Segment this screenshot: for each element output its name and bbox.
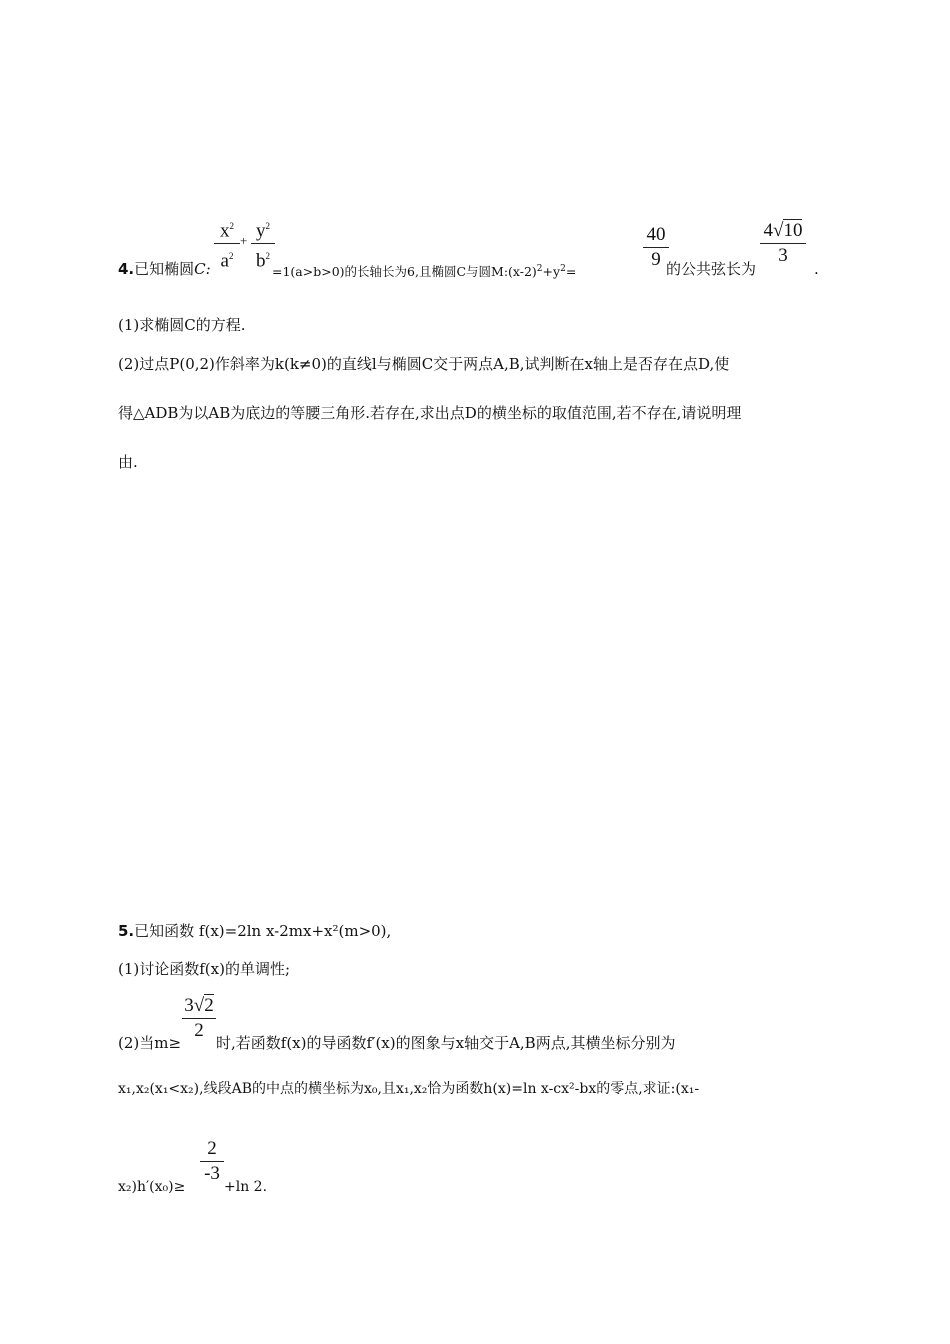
final-den: -3 [204,1163,220,1184]
frac-bar [182,1018,216,1019]
q4-chord-text: 的公共弦长为 [666,260,757,278]
frac-x-den: a [220,250,229,272]
q5-line4-suffix: +ln 2. [224,1179,268,1195]
q4-part2-line1: (2)过点P(0,2)作斜率为k(k≠0)的直线l与椭圆C交于两点A,B,试判断在x轴上是否存在点D,使 [118,355,730,373]
q4-stem-tail [272,260,576,281]
q4-fraction-chord-length [760,220,806,267]
frac-x-den-exp: 2 [228,251,234,262]
q4-plus-sign: + [240,233,248,248]
frac-bar [214,243,240,244]
q5-line3: x₁,x₂(x₁<x₂),线段AB的中点的横坐标为x₀,且x₁,x₂恰为函数h(x)=ln x-cx²-bx的零点,求证:(x₁- [118,1081,700,1097]
frac-bar [251,243,275,244]
frac-y-den-exp: 2 [265,251,270,262]
q5-line4-prefix: x₂)h′(x₀)≥ [118,1179,186,1195]
frac-x-num: x [220,220,230,242]
q4-period: . [814,260,819,278]
sqrt-icon: √ [193,995,205,1016]
frac-bar [643,247,669,248]
final-num: 2 [207,1138,217,1159]
frac-y-num: y [256,220,266,242]
m-num-coef: 3 [184,995,194,1016]
q4-part2-line2: 得△ADB为以AB为底边的等腰三角形.若存在,求出点D的横坐标的取值范围,若不存在,请说明理 [118,404,742,422]
q4-ellipse-fraction-x [214,215,240,273]
q4-eq-sign: = [565,264,577,280]
frac-40-num: 40 [646,224,666,245]
q4-eq-tail: =1(a>b>0)的长轴长为6,且椭圆C与圆M:(x-2) [272,264,537,280]
frac-bar [200,1161,224,1162]
q4-stem-line [118,260,211,278]
q5-part2-rest: 时,若函数f(x)的导函数f′(x)的图象与x轴交于A,B两点,其横坐标分别为 [216,1034,676,1052]
q5-number: 5. [118,922,135,940]
m-num-radicand: 2 [204,995,214,1016]
q5-stem [118,922,391,940]
q5-fraction-m [182,995,216,1042]
q5-part2-prefix: (2)当m≥ [118,1034,182,1052]
q5-line1: 已知函数 f(x)=2ln x-2mx+x²(m>0), [134,922,392,940]
frac-y-den: b [256,250,266,272]
frac-y-num-exp: 2 [265,221,270,231]
q4-plus-y: +y [542,264,561,280]
q4-c-label: C: [194,260,211,278]
chord-num-radicand: 10 [783,220,803,241]
q4-number: 4. [118,260,135,278]
frac-x-num-exp: 2 [229,221,234,231]
chord-num-coef: 4 [763,220,774,241]
q4-y-exp: 2 [560,264,566,274]
frac-40-den: 9 [651,249,661,270]
chord-den: 3 [778,245,788,266]
q4-part2-line3: 由. [118,453,138,471]
frac-bar [760,243,806,244]
sqrt-icon: √ [773,220,784,241]
q4-circle-exp: 2 [536,264,543,274]
m-den: 2 [194,1020,204,1041]
q5-part1: (1)讨论函数f(x)的单调性; [118,960,291,978]
q4-intro: 已知椭圆 [134,260,195,278]
q4-part1: (1)求椭圆C的方程. [118,316,246,334]
q5-fraction-final [200,1138,224,1185]
